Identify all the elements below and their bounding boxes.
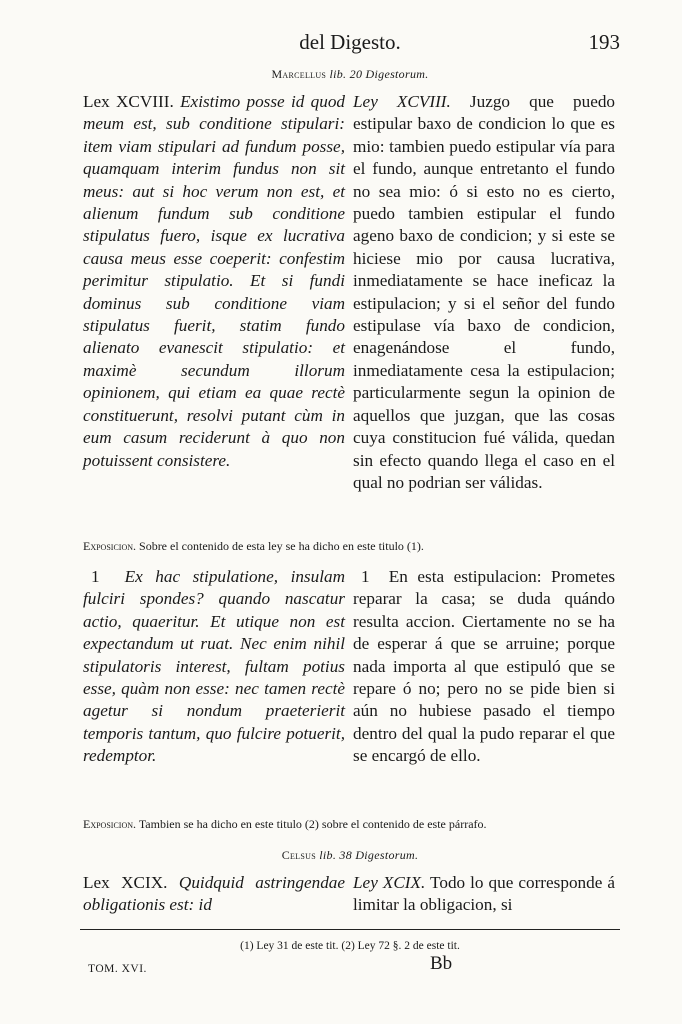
exposicion-label: Exposicion. <box>83 539 137 553</box>
running-header <box>80 30 620 60</box>
exposicion-note-2 <box>83 816 618 832</box>
exposicion-label: Exposicion. <box>83 817 137 831</box>
lex-99-label-latin: Lex XCIX. <box>83 873 168 892</box>
para-1-number-latin: 1 <box>91 567 100 586</box>
para-1-spanish-text: En esta estipulacion: Prometes reparar la casa; se duda quándo resulta accion. Ciertamente no se ha de esperar á que se arruine; porque nada importa al que estipuló que se repare ó no; pero no se pide bien si aún no hubiese pasado el tiempo dentro del qual la pudo reparar el que se encargó de ello. <box>353 567 616 766</box>
signature-mark: Bb <box>430 953 453 974</box>
para-1-number-spanish: 1 <box>361 567 370 586</box>
footnote-rule <box>80 929 620 930</box>
lex-98-label-spanish: Ley XCVIII. <box>353 92 451 111</box>
lex-99-label-spanish: Ley XCIX. <box>353 873 426 892</box>
para-1-spanish <box>353 566 615 768</box>
source-citation-marcellus <box>80 67 620 82</box>
footnotes: (1) Ley 31 de este tit. (2) Ley 72 §. 2 de este tit. <box>240 940 460 952</box>
source-author: Celsus <box>281 848 316 862</box>
lex-99-spanish <box>353 872 615 917</box>
volume-marker: TOM. XVI. <box>88 963 147 975</box>
exposicion-text: Tambien se ha dicho en este titulo (2) sobre el contenido de este párrafo. <box>138 817 487 831</box>
lex-98-spanish <box>353 91 615 494</box>
lex-98-spanish-text: Juzgo que puedo estipular baxo de condicion lo que es mio: tambien puedo estipular vía para el fundo, aunque entretanto el fundo no sea mio: ó si esto no es cierto, puedo tambien estipular el fundo ageno baxo de condicion; y si este se hiciese mio por causa lucrativa, inmediatamente se hace ineficaz la estipulacion; y si el señor del fundo estipulase vía baxo de condicion, enagenándose el fundo, inmediatamente cesa la estipulacion; particularmente segun la opinion de aquellos que juzgan, que las cosas cuya constitucion fué válida, quedan sin efecto quando llega el caso en el qual no podrian ser válidas. <box>353 92 616 492</box>
lex-99-spanish-text: Todo lo que corresponde á limitar la obligacion, si <box>353 873 615 915</box>
source-ref: lib. 20 Digestorum. <box>329 67 429 81</box>
lex-99-latin <box>83 872 345 917</box>
source-ref: lib. 38 Digestorum. <box>319 848 419 862</box>
source-citation-celsus <box>80 848 620 863</box>
page-number: 193 <box>588 30 620 54</box>
exposicion-note-1 <box>83 538 618 554</box>
source-author: Marcellus <box>271 67 327 81</box>
lex-98-label-latin: Lex XCVIII. <box>83 92 174 111</box>
lex-99-latin-text: Quidquid astringendae obligationis est: id <box>83 873 346 915</box>
lex-98-latin <box>83 91 345 472</box>
exposicion-text: Sobre el contenido de esta ley se ha dicho en este titulo (1). <box>139 539 424 553</box>
para-1-latin-text: Ex hac stipulatione, insulam fulciri spondes? quando nascatur actio, quaeritur. Et utique non est expectandum ut ruat. Nec enim nihil stipulatoris interest, fultam potius esse, quàm non esse: nec tamen rectè agetur si nondum praeterierit temporis tantum, quo fulcire potuerit, redemptor. <box>83 567 345 766</box>
page-title: del Digesto. <box>299 30 401 54</box>
lex-98-latin-text: Existimo posse id quod meum est, sub conditione stipulari: item viam stipulari ad fundum posse, quamquam interim fundus non sit meus: aut si hoc verum non est, et alienum fundum sub conditione stipulatus fuero, isque ex lucrativa causa meus esse coeperit: confestim perimitur stipulatio. Et si fundi dominus sub conditione viam stipulatus fuerit, statim fundo alienato evanescit stipulatio: et maximè secundum illorum opinionem, qui etiam ea quae rectè constituerunt, resolvi putant cùm in eum casum reciderunt à quo non potuissent consistere. <box>83 92 346 470</box>
para-1-latin <box>83 566 345 768</box>
